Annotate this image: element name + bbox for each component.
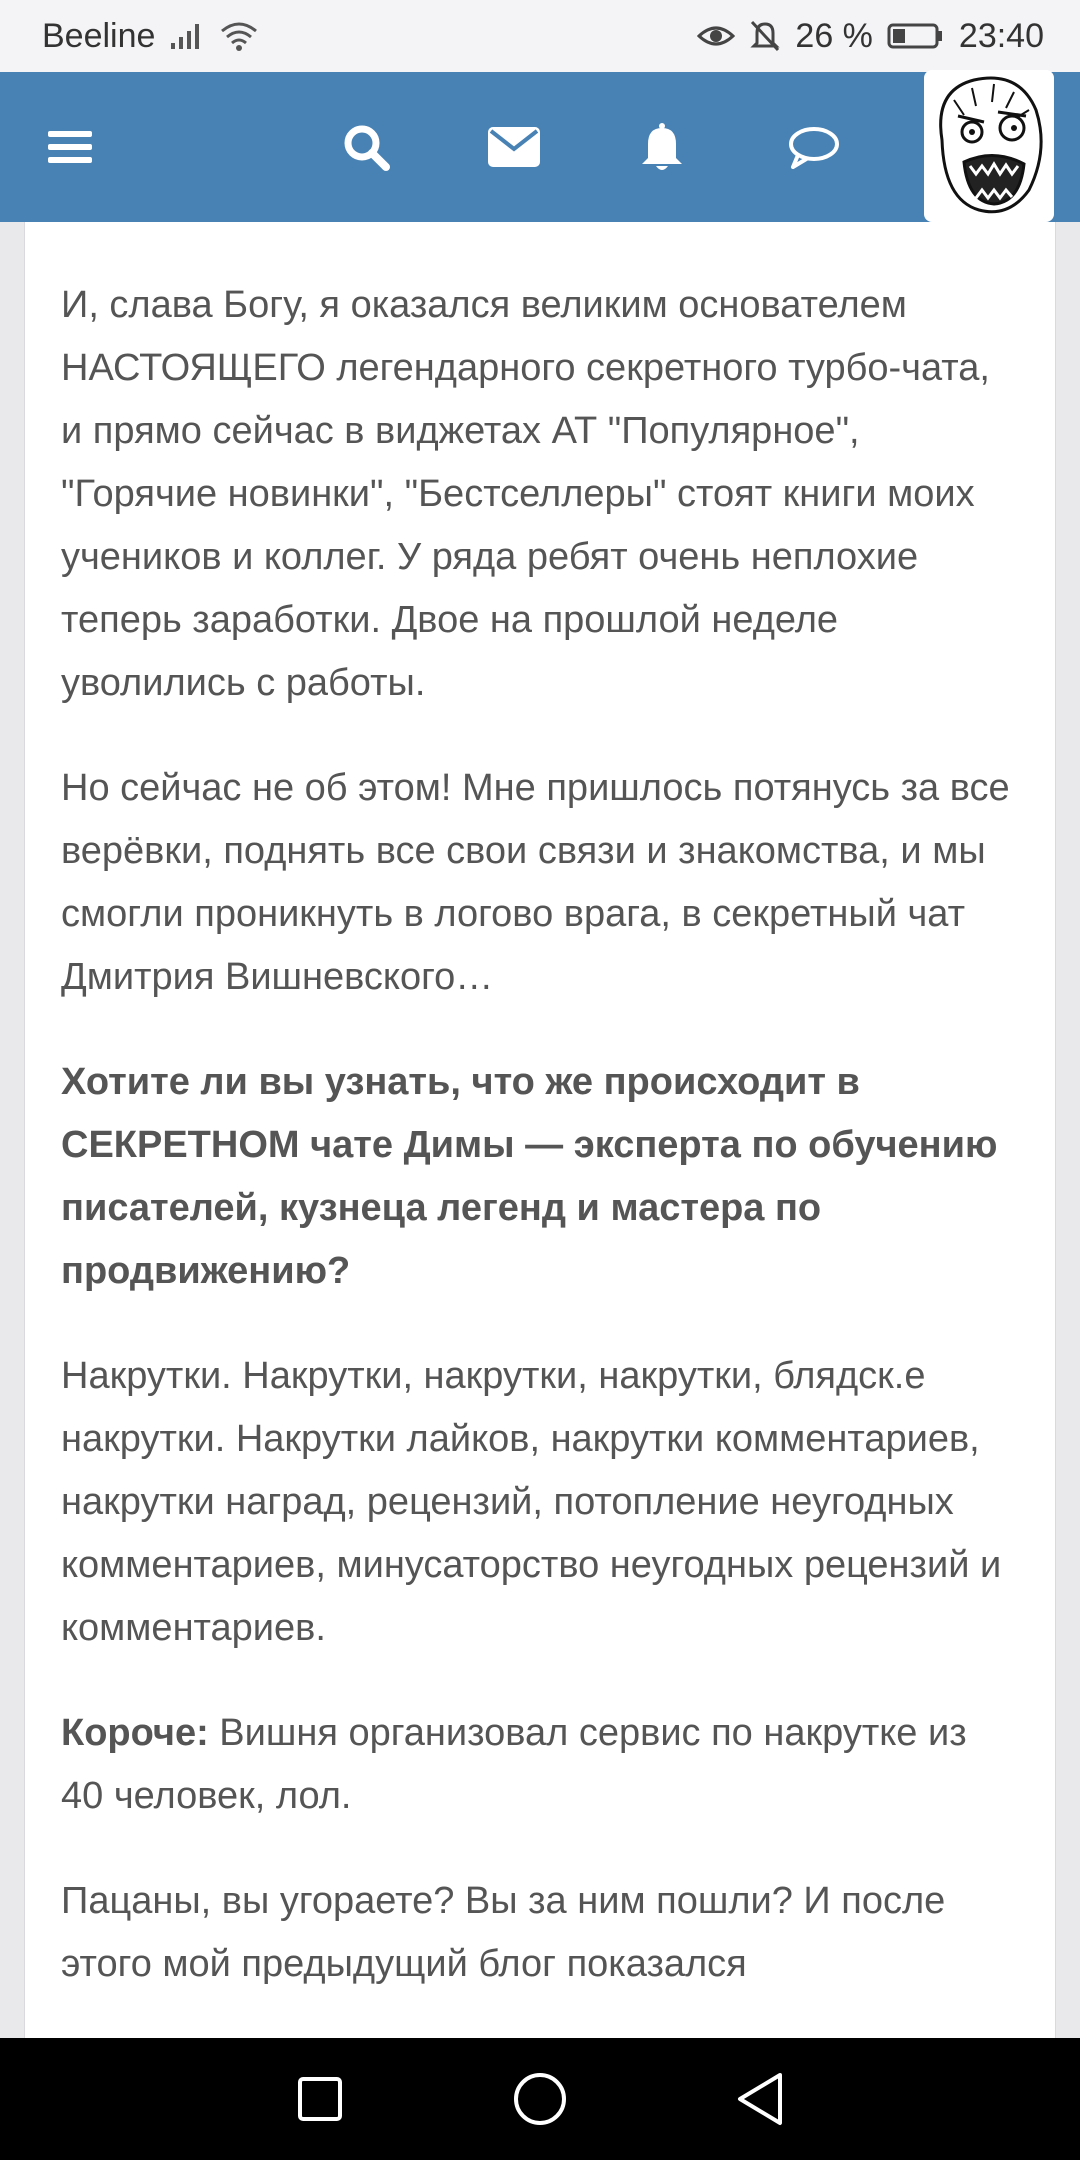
paragraph-2: Но сейчас не об этом! Мне пришлось потянусь за все верёвки, поднять все свои связи и знакомства, и мы смогли проникнуть в логово врага, в секретный чат Дмитрия Вишневского… (61, 767, 1010, 998)
paragraph-4: Накрутки. Накрутки, накрутки, накрутки, блядск.е накрутки. Накрутки лайков, накрутки комментариев, накрутки наград, рецензий, потопление неугодных комментариев, минусаторство неугодных рецензий и комментариев. (61, 1355, 1002, 1649)
paragraph-6: Пацаны, вы угораете? Вы за ним пошли? И после этого мой предыдущий блог показался (61, 1880, 946, 1985)
back-button[interactable] (725, 2064, 795, 2134)
bell-icon[interactable] (632, 72, 692, 222)
mail-icon[interactable] (482, 72, 546, 222)
paragraph-5 (61, 1702, 1019, 1828)
wifi-icon (219, 20, 259, 52)
paragraph-5-text: Вишня организовал сервис по накрутке из 40 человек, лол. (61, 1712, 967, 1817)
eye-icon (697, 22, 735, 50)
article-body (25, 222, 1055, 1996)
battery-icon (887, 22, 945, 50)
signal-icon (169, 21, 205, 51)
paragraph-1: И, слава Богу, я оказался великим основателем НАСТОЯЩЕГО легендарного секретного турбо-чата, и прямо сейчас в виджетах АТ "Популярное", "Горячие новинки", "Бестселлеры" стоят книги моих учеников и коллег. У ряда ребят очень неплохие теперь заработки. Двое на прошлой неделе уволились с работы. (61, 284, 990, 704)
article-card (24, 222, 1056, 2038)
carrier-name: Beeline (42, 16, 156, 55)
mute-bell-icon (749, 19, 781, 53)
home-button[interactable] (505, 2064, 575, 2134)
paragraph-5-label: Короче: (61, 1712, 209, 1754)
status-bar (0, 0, 1080, 72)
clock: 23:40 (958, 16, 1044, 55)
menu-icon[interactable] (40, 72, 100, 222)
chat-icon[interactable] (782, 72, 846, 222)
top-nav-bar (0, 72, 1080, 222)
user-avatar[interactable] (924, 70, 1054, 222)
search-icon[interactable] (336, 72, 396, 222)
battery-level: 26 % (795, 16, 873, 55)
system-nav-bar (0, 2038, 1080, 2160)
paragraph-3-bold: Хотите ли вы узнать, что же происходит в СЕКРЕТНОМ чате Димы — эксперта по обучению писателей, кузнеца легенд и мастера по продвижению? (61, 1061, 998, 1292)
recent-apps-button[interactable] (285, 2064, 355, 2134)
